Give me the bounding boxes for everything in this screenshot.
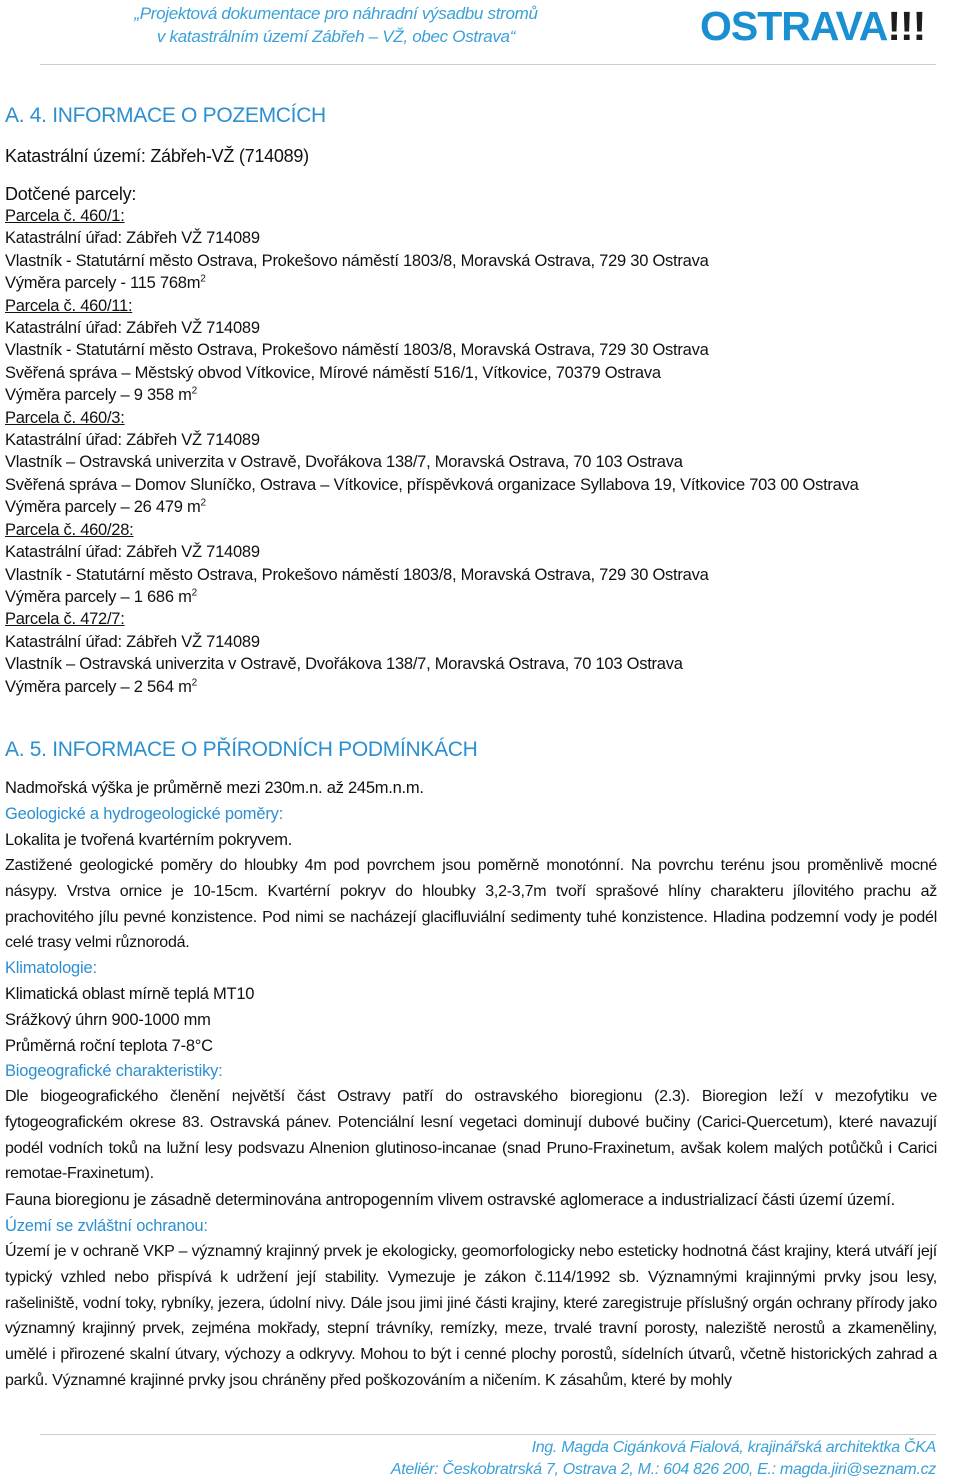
protection-paragraph: Území je v ochraně VKP – významný krajinný prvek je ekologicky, geomorfologicky nebo esteticky hodnotná část krajiny, která utváří její typický vzhled nebo přispívá k udržení její stability. Vymezuje je zákon č.114/1992 sb. Významnými krajinnými prvky jsou lesy, rašeliniště, vodní toky, rybníky, jezera, údolní nivy. Dále jsou jimi jiné části krajiny, které zaregistruje příslušný orgán ochrany přírody jako významný krajinný prvek, zejména mokřady, stepní trávníky, remízky, meze, trvalé travní porosty, naleziště nerostů a zkameněliny, umělé i přirozené skalní útvary, výchozy a odkryvy. Mohou to být i cenné plochy porostů, sídelních útvarů, včetně historických zahrad a parků. Významné krajinné prvky jsou chráněny před poškozováním a ničením. K zásahům, které by mohly: [5, 1243, 937, 1389]
altitude-text: Nadmořská výška je průměrně mezi 230m.n. až 245m.n.m.: [5, 779, 424, 797]
parcel-id: Parcela č. 460/28:: [5, 520, 134, 539]
header-project-title: [0, 2, 672, 48]
fauna-text: Fauna bioregionu je zásadně determinována antropogenním vlivem ostravské aglomerace a industrializací části území území.: [5, 1191, 895, 1209]
geology-paragraph: Zastižené geologické poměry do hloubky 4m pod povrchem jsou poměrně monotónní. Na povrchu terénu jsou proměnlivě mocné násypy. Vrstva ornice je 10-15cm. Kvartérní pokryv do hloubky 3,2-3,7m tvoří sprašové hlíny charakteru jílovitého prachu až prachovitého jílu pevné konzistence. Pod nimi se nacházejí glacifluviální sedimenty tuhé konzistence. Hladina podzemní vody je podél celé trasy velmi různorodá.: [5, 857, 937, 952]
climate-zone: Klimatická oblast mírně teplá MT10: [5, 985, 255, 1003]
parcel-id: Parcela č. 460/1:: [5, 207, 125, 225]
protection-heading: Území se zvláštní ochranou:: [5, 1217, 208, 1235]
geology-line: Lokalita je tvořená kvartérním pokryvem.: [5, 831, 293, 849]
parcel-area: Výměra parcely – 26 479 $m^2$: [5, 497, 206, 517]
affected-parcels-label: Dotčené parcely:: [5, 184, 137, 204]
parcel-office: Katastrální úřad: Zábřeh VŽ 714089: [5, 543, 260, 562]
parcel-owner: Vlastník - Statutární město Ostrava, Prokešovo náměstí 1803/8, Moravská Ostrava, 729 30 Ostrava: [5, 251, 709, 270]
header-title-line1: „Projektová dokumentace pro náhradní výsadbu stromů: [134, 4, 538, 23]
parcel-office: Katastrální úřad: Zábřeh VŽ 714089: [5, 229, 260, 248]
ostrava-logo: [700, 4, 925, 48]
footer-divider: [40, 1434, 936, 1435]
cadastral-area: Katastrální území: Zábřeh-VŽ (714089): [5, 146, 309, 166]
precipitation: Srážkový úhrn 900-1000 mm: [5, 1011, 211, 1029]
biogeography-heading: Biogeografické charakteristiky:: [5, 1062, 223, 1080]
parcel-owner: Vlastník – Ostravská univerzita v Ostravě, Dvořákova 138/7, Moravská Ostrava, 70 103 Ostrava: [5, 453, 683, 472]
parcel-area: Výměra parcely – 9 358 $m^2$: [5, 385, 197, 405]
logo-text: OSTRAVA: [700, 3, 888, 49]
logo-bangs: !!!: [887, 3, 926, 49]
climatology-heading: Klimatologie:: [5, 959, 97, 977]
biogeography-paragraph: Dle biogeografického členění největší část Ostravy patří do ostravského bioregionu (2.3). Bioregion leží v mezofytiku ve fytogeografickém okrese 83. Ostravská pánev. Potenciální lesní vegetaci dominují dubové bučiny (Carici-Quercetum), které navazují podél vodních toků na lužní lesy podsvazu Alnenion glutinoso-incanae (snad Pruno-Fraxinetum, avšak kolem malých potůčků i Carici remotae-Fraxinetum).: [5, 1088, 937, 1183]
footer-contact: Ateliér: Českobratrská 7, Ostrava 2, M.: 604 826 200, E.: magda.jiri@seznam.cz: [390, 1461, 936, 1478]
section-a5-title: A. 5. INFORMACE O PŘÍRODNÍCH PODMÍNKÁCH: [5, 738, 478, 761]
parcel-id: Parcela č. 460/3:: [5, 408, 125, 427]
parcel-area: Výměra parcely – 2 564 $m^2$: [5, 677, 197, 696]
geology-heading: Geologické a hydrogeologické poměry:: [5, 805, 284, 823]
average-temperature: Průměrná roční teplota 7-8°C: [5, 1037, 213, 1055]
header-divider: [40, 64, 936, 65]
parcel-id: Parcela č. 472/7:: [5, 610, 125, 629]
parcel-area: Výměra parcely - 115 $768m^2$: [5, 273, 206, 293]
parcel-owner: Vlastník - Statutární město Ostrava, Prokešovo náměstí 1803/8, Moravská Ostrava, 729 30 Ostrava: [5, 565, 709, 584]
footer-author: Ing. Magda Cigánková Fialová, krajinářská architektka ČKA: [531, 1439, 936, 1456]
parcel-admin: Svěřená správa – Městský obvod Vítkovice, Mírové náměstí 516/1, Vítkovice, 70379 Ostrava: [5, 363, 661, 382]
parcel-id: Parcela č. 460/11:: [5, 296, 133, 315]
parcel-office: Katastrální úřad: Zábřeh VŽ 714089: [5, 632, 260, 651]
parcel-owner: Vlastník - Statutární město Ostrava, Prokešovo náměstí 1803/8, Moravská Ostrava, 729 30 Ostrava: [5, 341, 709, 360]
header-title-line2: v katastrálním území Zábřeh – VŽ, obec Ostrava“: [156, 27, 516, 46]
parcel-owner: Vlastník – Ostravská univerzita v Ostravě, Dvořákova 138/7, Moravská Ostrava, 70 103 Ostrava: [5, 655, 683, 674]
parcel-list: [5, 205, 937, 698]
parcel-office: Katastrální úřad: Zábřeh VŽ 714089: [5, 319, 260, 338]
parcel-office: Katastrální úřad: Zábřeh VŽ 714089: [5, 431, 260, 450]
parcel-admin: Svěřená správa – Domov Sluníčko, Ostrava – Vítkovice, příspěvková organizace Syllabova 19, Vítkovice 703 00 Ostrava: [5, 475, 859, 494]
parcel-area: Výměra parcely – 1 686 $m^2$: [5, 587, 197, 606]
section-a4-title: A. 4. INFORMACE O POZEMCÍCH: [5, 104, 326, 127]
